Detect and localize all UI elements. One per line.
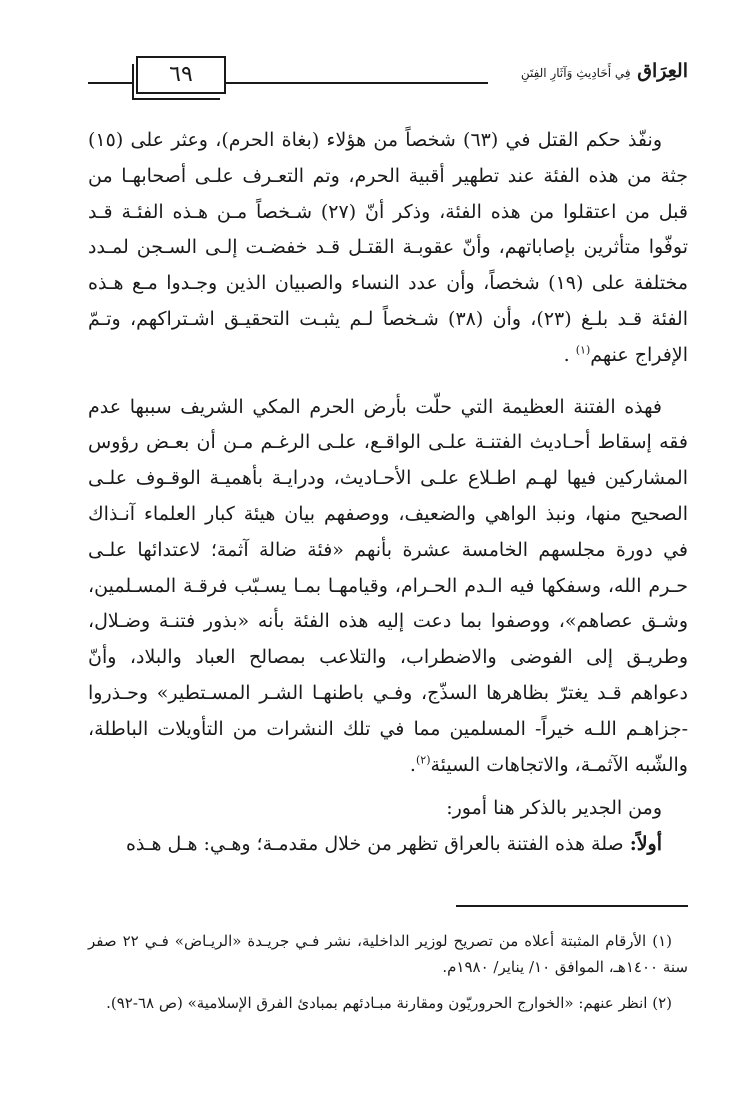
paragraph-3: ومن الجدير بالذكر هنا أمور:	[446, 797, 662, 820]
footnote-2: (٢) انظر عنهم: «الخوارج الحروريّون ومقارنة مبـادئهم بمبادئ الفرق الإسلامية» (ص ٦٨-٩٢).	[106, 994, 672, 1012]
page-number: ٦٩	[136, 56, 226, 94]
footnote-1: (١) الأرقام المثبتة أعلاه من تصريح لوزير الداخلية، نشر فـي جريـدة «الريـاض» فـي ٢٢ صفر سنة ١٤٠٠هـ، الموافق ١٠/ يناير/ ١٩٨٠م.	[88, 932, 688, 976]
header-rule-right	[226, 82, 488, 84]
paragraph-2-text: فهذه الفتنة العظيمة التي حلّت بأرض الحرم المكي الشريف سببها عدم فقه إسقاط أحـاديث الفتنـة علـى الواقـع، علـى الرغـم مـن أن بعـض رؤوس المشاركين فيها لهـم اطـلاع علـى الأحـاديث، ودرايـة بأهميـة الوقـوف علـى الصحيح منها، ونبذ الواهي والضعيف، ووصفهم بيان هيئة كبار العلماء آنـذاك في دورة مجلسهم الخامسة عشرة بأنهم «فئة ضالة آثمة؛ لاعتدائها علـى حـرم الله، وسفكها فيه الـدم الحـرام، وقيامهـا بمـا يسـبّب فرقـة المسـلمين، وشـق عصاهم»، ووصفوا بما دعت إليه هذه الفئة بأنه «بذور فتنـة وضـلال، وطريـق إلى الفوضى والاضطراب، والتلاعب بمصالح العباد والبلاد، وأنّ دعواهم قـد يغترّ بظاهرها السذّج، وفـي باطنهـا الشـر المسـتطير» وحـذروا -جزاهـم اللـه خيراً- المسلمين مما في تلك النشرات من التأويلات الباطلة، والشّبه الآثمـة، والاتجاهات السيئة	[88, 395, 688, 776]
footnote-separator	[456, 905, 688, 907]
paragraph-1	[88, 123, 688, 374]
paragraph-4	[88, 827, 688, 863]
page-header	[88, 56, 688, 98]
paragraph-1-end: .	[563, 343, 576, 366]
footnote-ref-1: (١)	[575, 343, 591, 357]
footnotes	[88, 928, 688, 1026]
main-text	[88, 123, 688, 863]
footnote-ref-2: (٢)	[415, 753, 431, 767]
paragraph-2-end: .	[409, 753, 416, 776]
header-rule-left	[88, 82, 132, 84]
paragraph-4-lead: أولاً:	[629, 833, 662, 856]
paragraph-4-text: صلة هذه الفتنة بالعراق تظهر من خلال مقدمـة؛ وهـي: هـل هـذه	[125, 833, 630, 856]
book-title-sub: فِي أَحَادِيثِ وَآثَارِ الفِتَنِ	[520, 66, 631, 80]
paragraph-1-text: ونفّذ حكم القتل في (٦٣) شخصاً من هؤلاء (بغاة الحرم)، وعثر على (١٥) جثة من هذه الفئة عند تطهير أقبية الحرم، وتم التعـرف علـى أصحابهـا من قبل من اعتقلوا من هذه الفئة، وذكر أنّ (٢٧) شـخصاً مـن هـذه الفئـة قـد توفّوا متأثرين بإصاباتهم، وأنّ عقوبـة القتـل قـد خفضـت إلـى السـجن لمـدد مختلفة على (١٩) شخصاً، وأن عدد النساء والصبيان الذين وجـدوا مـع هـذه الفئة قـد بلـغ (٢٣)، وأن (٣٨) شـخصاً لـم يثبـت التحقيـق اشـتراكهم، وتـمّ الإفراج عنهم	[88, 129, 688, 366]
paragraph-2	[88, 390, 688, 784]
book-title-main: العِرَاق	[637, 60, 688, 82]
running-book-title	[488, 60, 688, 82]
